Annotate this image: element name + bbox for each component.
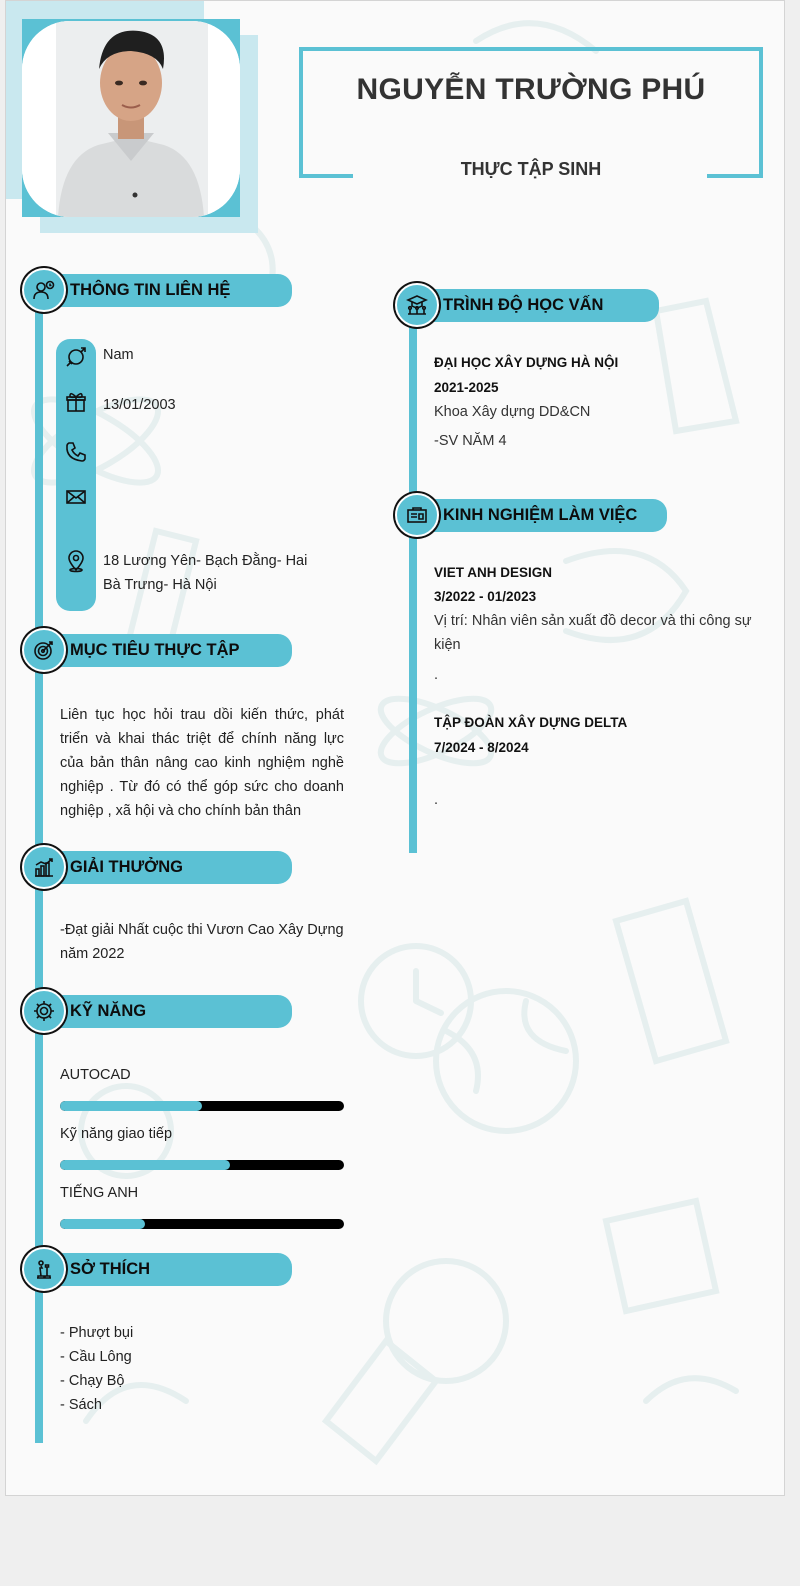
hobby-item: - Sách <box>60 1397 102 1413</box>
section-title: MỤC TIÊU THỰC TẬP <box>70 641 240 659</box>
gift-icon <box>64 390 88 414</box>
section-header-contact <box>22 274 292 307</box>
experience-company: VIET ANH DESIGN <box>434 565 553 580</box>
section-header-experience <box>395 499 675 532</box>
gender-icon <box>64 345 88 369</box>
contact-address-line1: 18 Lương Yên- Bạch Đằng- Hai <box>103 553 308 569</box>
school-icon <box>395 283 439 327</box>
hobby-item: - Cầu Lông <box>60 1349 132 1365</box>
skill-bar <box>60 1160 344 1170</box>
experience-period: 7/2024 - 8/2024 <box>434 740 529 755</box>
location-icon <box>64 549 88 573</box>
contact-icon <box>22 268 66 312</box>
objective-line: Liên tục học hỏi trau dồi kiến thức, phát <box>60 707 344 723</box>
section-title: SỞ THÍCH <box>70 1260 151 1278</box>
briefcase-icon <box>395 493 439 537</box>
skill-name: Kỹ năng giao tiếp <box>60 1126 173 1142</box>
section-header-objective <box>22 634 292 667</box>
award-line: -Đạt giải Nhất cuộc thi Vươn Cao Xây Dựng <box>60 922 344 938</box>
section-title: KINH NGHIỆM LÀM VIỆC <box>443 506 638 524</box>
contact-gender: Nam <box>103 347 134 363</box>
phone-icon <box>64 440 88 464</box>
objective-line: triển và khai thác triệt để chính năng lực <box>60 731 344 747</box>
skill-bar-fill <box>60 1160 230 1170</box>
skill-bar <box>60 1101 344 1111</box>
objective-line: của bản thân nâng cao kinh nghiệm nghề <box>60 755 344 771</box>
skill-bar-fill <box>60 1219 145 1229</box>
education-school: ĐẠI HỌC XÂY DỰNG HÀ NỘI <box>434 355 619 370</box>
skill-bar-fill <box>60 1101 202 1111</box>
experience-desc-line: kiện <box>434 637 461 653</box>
experience-period: 3/2022 - 01/2023 <box>434 589 537 604</box>
contact-birthday: 13/01/2003 <box>103 397 176 413</box>
section-header-skills <box>22 995 292 1028</box>
cv-page <box>5 0 785 1496</box>
education-note: -SV NĂM 4 <box>434 433 507 449</box>
section-header-education <box>395 289 665 322</box>
profile-photo <box>22 21 240 217</box>
chart-icon <box>22 845 66 889</box>
gear-icon <box>22 989 66 1033</box>
skill-bar <box>60 1219 344 1229</box>
mail-icon <box>64 485 88 509</box>
skill-name: AUTOCAD <box>60 1067 131 1083</box>
target-icon <box>22 628 66 672</box>
experience-description <box>434 609 764 657</box>
section-header-awards <box>22 851 292 884</box>
objective-line: nghiệp . Từ đó có thể góp sức cho doanh <box>60 779 344 795</box>
section-header-hobbies <box>22 1253 292 1286</box>
contact-address-line2: Bà Trưng- Hà Nội <box>103 577 217 593</box>
experience-dot: . <box>434 792 439 808</box>
objective-line: nghiệp , xã hội và cho chính bản thân <box>60 803 302 819</box>
section-title: TRÌNH ĐỘ HỌC VẤN <box>443 296 604 314</box>
job-title: THỰC TẬP SINH <box>460 159 602 179</box>
skill-name: TIẾNG ANH <box>60 1185 139 1201</box>
right-timeline-line <box>409 321 417 853</box>
education-faculty: Khoa Xây dựng DD&CN <box>434 404 591 420</box>
experience-company: TẬP ĐOÀN XÂY DỰNG DELTA <box>434 715 628 730</box>
awards-text <box>60 918 350 966</box>
award-line: năm 2022 <box>60 946 125 962</box>
education-years: 2021-2025 <box>434 380 499 395</box>
hobby-item: - Chạy Bộ <box>60 1373 125 1389</box>
experience-dot: . <box>434 667 439 683</box>
section-title: KỸ NĂNG <box>70 1002 147 1020</box>
chess-icon <box>22 1247 66 1291</box>
section-title: GIẢI THƯỞNG <box>70 858 184 876</box>
hobby-item: - Phượt bụi <box>60 1325 134 1341</box>
experience-desc-line: Vị trí: Nhân viên sản xuất đồ decor và thi công sự <box>434 613 752 629</box>
hobbies-list <box>60 1321 260 1417</box>
objective-text <box>60 703 344 823</box>
name-box <box>299 47 763 177</box>
section-title: THÔNG TIN LIÊN HỆ <box>70 281 231 299</box>
full-name: NGUYỄN TRƯỜNG PHÚ <box>356 73 706 106</box>
